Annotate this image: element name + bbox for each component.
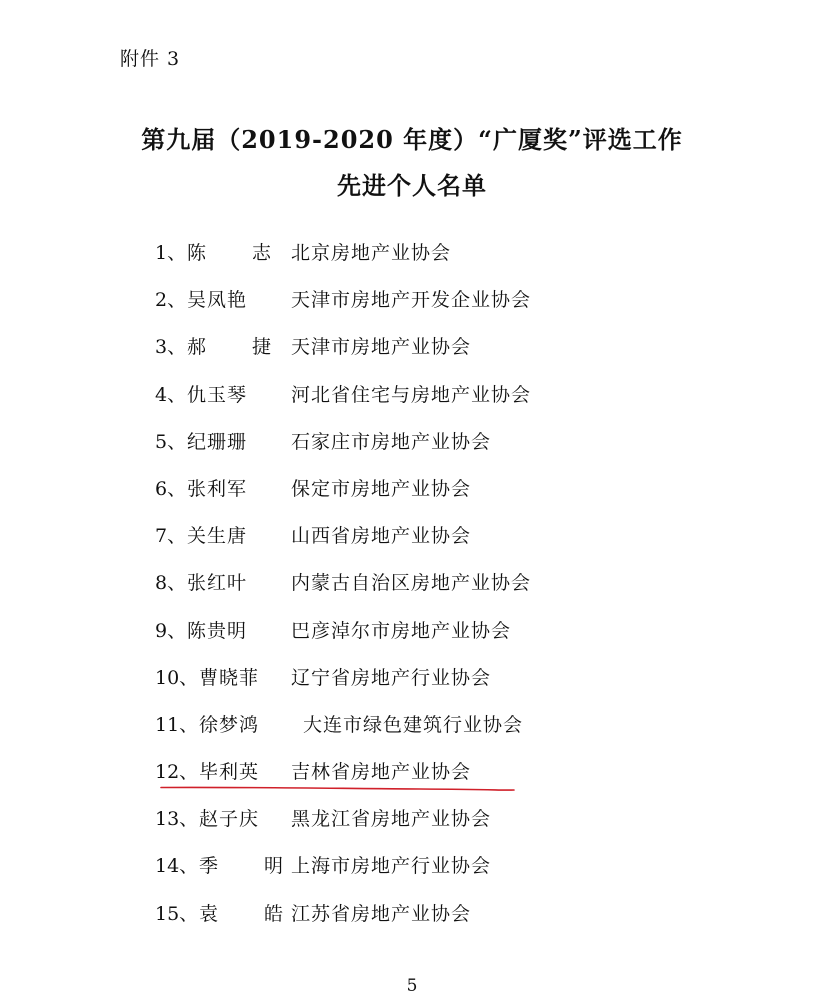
document-title-line-2: 先进个人名单 [337,171,487,200]
item-number: 5、 [155,430,187,453]
organization-name: 辽宁省房地产行业协会 [291,666,492,689]
person-name: 赵子庆 [199,808,260,831]
person-name: 吴凤艳 [187,289,248,312]
organization-name: 上海市房地产行业协会 [291,855,492,878]
person-name: 纪珊珊 [187,430,248,453]
attachment-label: 附件 3 [120,48,181,70]
list-item [155,565,715,612]
list-item [155,896,715,943]
person-name: 张利军 [187,477,248,500]
item-number: 6、 [155,477,187,500]
item-number: 11、 [155,713,199,736]
item-number: 15、 [155,902,199,925]
organization-name: 天津市房地产业协会 [291,336,472,359]
item-number: 12、 [155,761,199,784]
person-name: 陈 志 [187,242,292,264]
person-name: 张红叶 [187,572,248,595]
page-number: 5 [406,976,418,996]
person-name: 郝 捷 [187,336,292,359]
red-underline-mark [160,785,515,793]
item-number: 2、 [155,289,187,312]
list-item [155,329,715,376]
organization-name: 江苏省房地产业协会 [291,902,472,925]
organization-name: 山西省房地产业协会 [291,525,472,548]
document-title-line-1: 第九届（2019-2020 年度）“广厦奖”评选工作 [141,125,683,154]
person-name: 徐梦鸿 [199,713,260,736]
organization-name: 巴彦淖尔市房地产业协会 [291,619,512,642]
organization-name: 内蒙古自治区房地产业协会 [291,572,532,595]
item-number: 9、 [155,619,187,642]
organization-name: 石家庄市房地产业协会 [291,430,492,453]
list-item [155,848,715,895]
list-item [155,424,715,471]
list-item [155,235,715,282]
organization-name: 河北省住宅与房地产业协会 [291,383,532,406]
item-number: 10、 [155,666,199,689]
organization-name: 保定市房地产业协会 [291,477,472,500]
item-number: 1、 [155,242,187,264]
person-name: 季 明 [199,855,304,878]
person-name: 仇玉琴 [187,383,248,406]
item-number: 13、 [155,808,199,831]
list-item [155,613,715,660]
person-name: 曹晓菲 [199,666,260,689]
list-item [155,707,715,754]
item-number: 4、 [155,383,187,406]
list-item [155,377,715,424]
organization-name: 北京房地产业协会 [291,242,452,264]
item-number: 7、 [155,525,187,548]
organization-name: 吉林省房地产业协会 [291,761,472,784]
recipient-list [155,235,715,943]
item-number: 8、 [155,572,187,595]
person-name: 关生唐 [187,525,248,548]
item-number: 3、 [155,336,187,359]
list-item [155,518,715,565]
list-item [155,801,715,848]
item-number: 14、 [155,855,199,878]
list-item [155,282,715,329]
list-item [155,471,715,518]
list-item [155,754,715,801]
organization-name: 黑龙江省房地产业协会 [291,808,492,831]
organization-name: 大连市绿色建筑行业协会 [303,713,524,736]
list-item [155,660,715,707]
person-name: 毕利英 [199,761,260,784]
person-name: 陈贵明 [187,619,248,642]
person-name: 袁 皓 [199,902,304,925]
organization-name: 天津市房地产开发企业协会 [291,289,532,312]
